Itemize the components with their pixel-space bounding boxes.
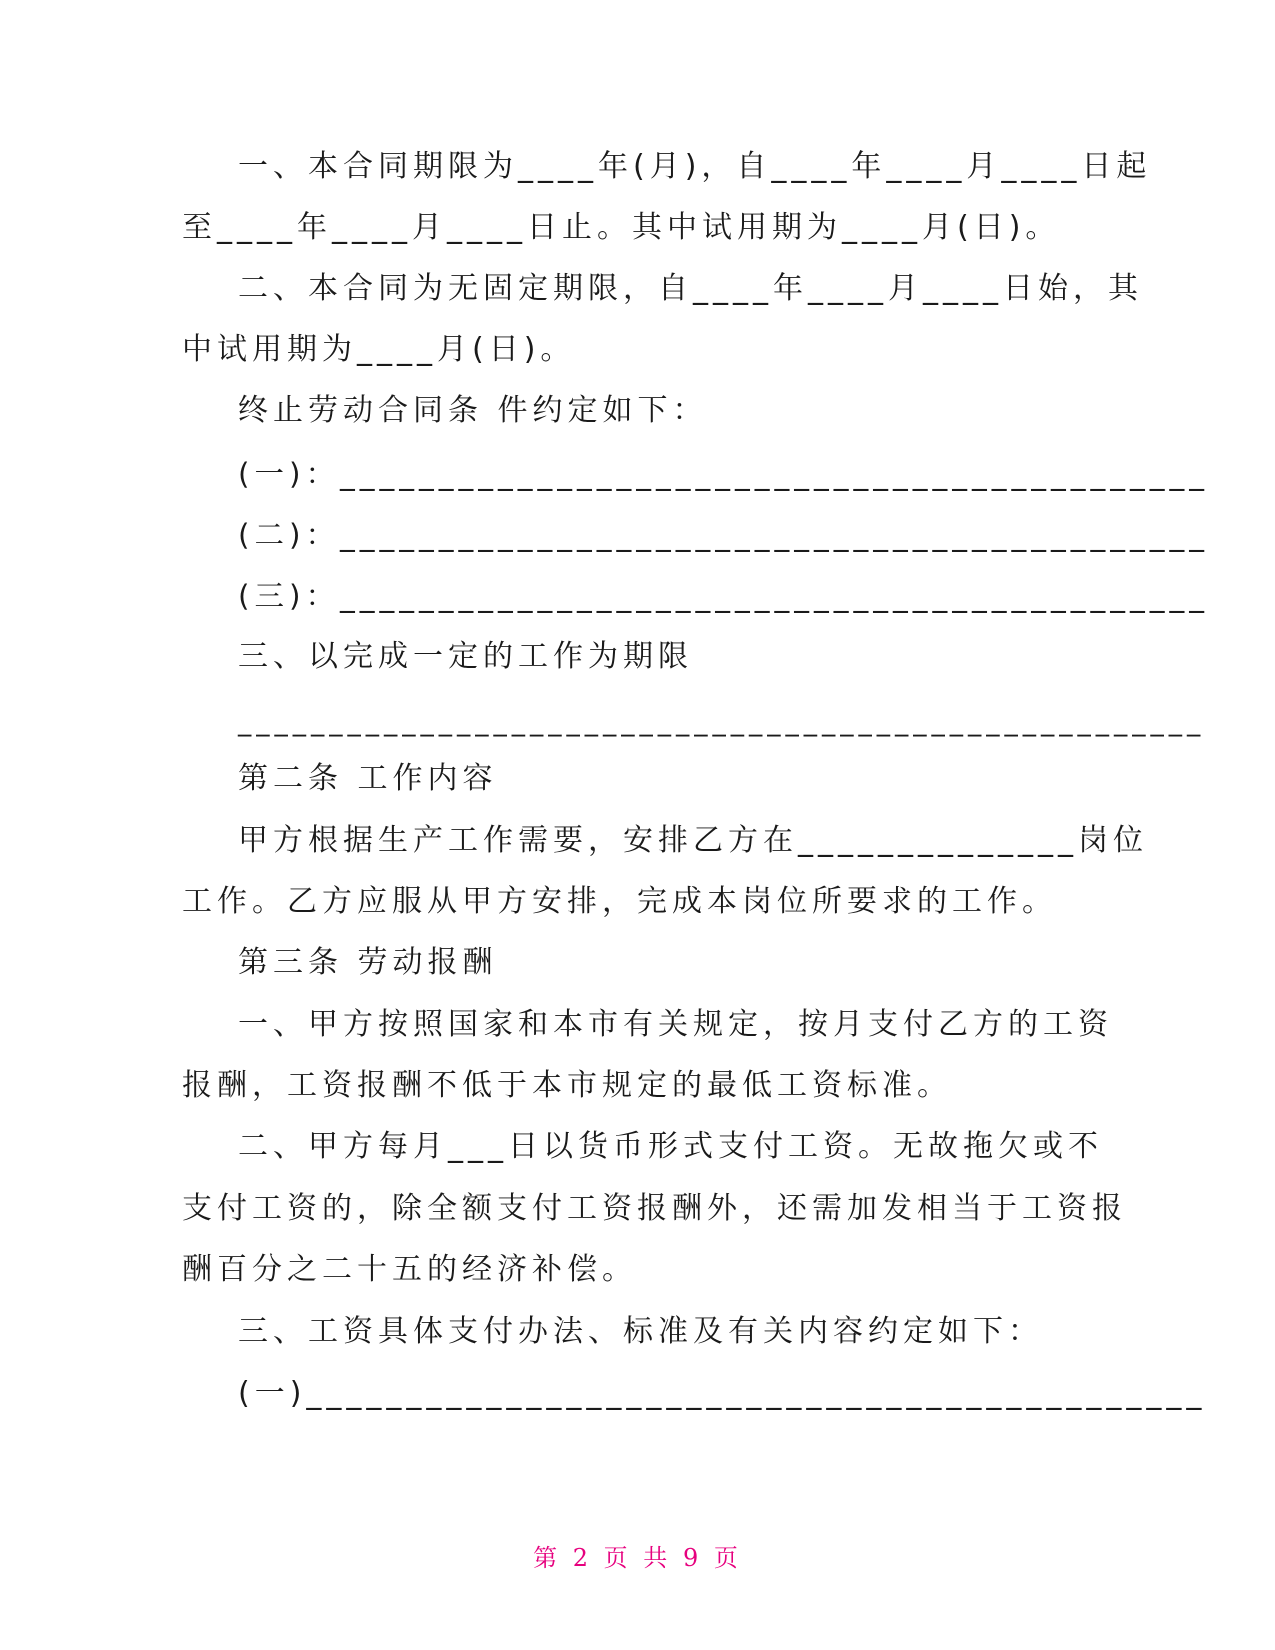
- text-line: 酬百分之二十五的经济补偿。: [182, 1252, 637, 1287]
- text-line: 二、甲方每月___日以货币形式支付工资。无故拖欠或不: [238, 1129, 1103, 1164]
- text-line: 一、甲方按照国家和本市有关规定，按月支付乙方的工资: [238, 1007, 1113, 1042]
- section-heading: 第三条 劳动报酬: [238, 945, 498, 980]
- blank-line-item: (三)：____________________________________________: [238, 579, 1210, 613]
- text-line: 三、以完成一定的工作为期限: [238, 639, 693, 674]
- text-line: 中试用期为____月(日)。: [182, 332, 576, 367]
- text-line: 二、本合同为无固定期限，自____年____月____日始，其: [238, 271, 1143, 306]
- text-line: 支付工资的，除全额支付工资报酬外，还需加发相当于工资报: [182, 1191, 1127, 1226]
- text-line: 三、工资具体支付办法、标准及有关内容约定如下：: [238, 1314, 1043, 1349]
- text-line: 一、本合同期限为____年(月)，自____年____月____日起: [238, 149, 1152, 184]
- blank-line-item: (一)_____________________________________________: [238, 1376, 1207, 1411]
- text-line: 至____年____月____日止。其中试用期为____月(日)。: [182, 210, 1061, 245]
- page-number-footer: 第 2 页 共 9 页: [533, 1544, 742, 1572]
- blank-line-item: (二)：____________________________________________: [238, 518, 1210, 552]
- blank-line: _____________________________________________________: [238, 706, 1206, 737]
- section-heading: 第二条 工作内容: [238, 761, 498, 796]
- blank-line-item: (一)：____________________________________________: [238, 457, 1210, 491]
- text-line: 终止劳动合同条 件约定如下：: [238, 393, 708, 428]
- text-line: 甲方根据生产工作需要，安排乙方在______________岗位: [238, 823, 1148, 858]
- text-line: 报酬，工资报酬不低于本市规定的最低工资标准。: [182, 1068, 952, 1103]
- text-line: 工作。乙方应服从甲方安排，完成本岗位所要求的工作。: [182, 884, 1057, 919]
